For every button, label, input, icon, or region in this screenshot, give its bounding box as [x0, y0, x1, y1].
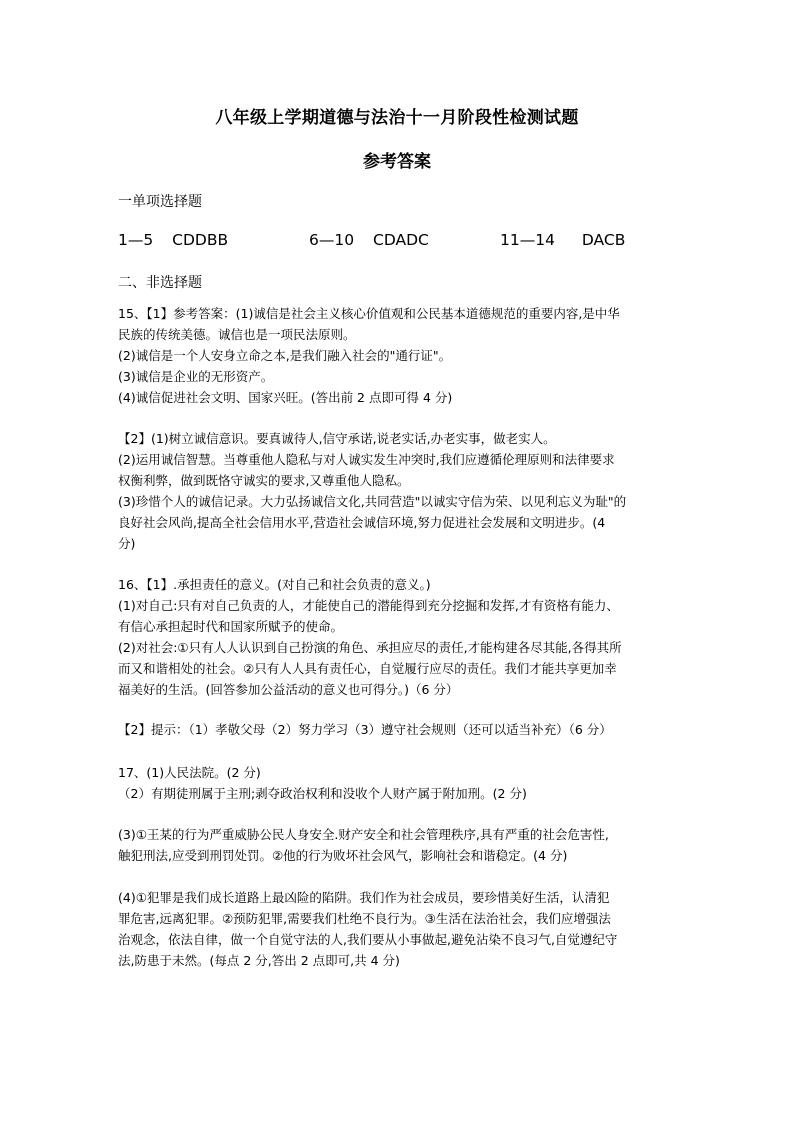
answer-line: (1)对自己:只有对自己负责的人，才能使自己的潜能得到充分挖掘和发挥,才有资格有能力、: [118, 598, 619, 613]
answer-line: 罪危害,远离犯罪。②预防犯罪,需要我们杜绝不良行为。③生活在法治社会，我们应增强法: [118, 911, 611, 926]
answer-line: 有信心承担起时代和国家所赋予的使命。: [118, 619, 344, 634]
answer-line: 【2】(1)树立诚信意识。要真诚待人,信守承诺,说老实话,办老实事，做老实人。: [118, 431, 556, 446]
answer-line: 福美好的生活。(回答参加公益活动的意义也可得分。)（6 分）: [118, 682, 459, 697]
answer-line: 触犯刑法,应受到刑罚处罚。②他的行为败坏社会风气，影响社会和谐稳定。(4 分): [118, 848, 568, 863]
answer-line: 15、【1】参考答案：(1)诚信是社会主义核心价值观和公民基本道德规范的重要内容,是中华: [118, 306, 620, 321]
mc-range: 11—14: [500, 231, 555, 249]
mc-answer-group: [500, 231, 625, 249]
answer-line: (3)珍惜个人的诚信记录。大力弘扬诚信文化,共同营造"以诚实守信为荣、以见利忘义为耻"的: [118, 494, 627, 509]
answer-line: (4)①犯罪是我们成长道路上最凶险的陷阱。我们作为社会成员，要珍惜美好生活，认清犯: [118, 890, 610, 905]
answer-line: (3)①王某的行为严重威胁公民人身安全.财产安全和社会管理秩序,具有严重的社会危害性,: [118, 827, 609, 842]
answer-line: 16、【1】.承担责任的意义。(对自己和社会负责的意义。): [118, 577, 431, 592]
answer-line: (2)对社会:①只有人人认识到自己扮演的角色、承担应尽的责任,才能构建各尽其能,各得其所: [118, 640, 622, 655]
answer-line: 良好社会风尚,提高全社会信用水平,营造社会诚信环境,努力促进社会发展和文明进步。(4: [118, 515, 606, 530]
answer-line: 而又和谐相处的社会。②只有人人具有责任心，自觉履行应尽的责任。我们才能共享更加幸: [118, 661, 617, 676]
answer-line: 治观念，依法自律，做一个自觉守法的人,我们要从小事做起,避免沾染不良习气,自觉遵纪守: [118, 932, 618, 947]
answer-line: (4)诚信促进社会文明、国家兴旺。(答出前 2 点即可得 4 分): [118, 390, 453, 405]
answer-block-q17-part1: [118, 762, 678, 804]
page-title: 八年级上学期道德与法治十一月阶段性检测试题: [215, 108, 579, 128]
mc-answer: DACB: [581, 231, 626, 249]
answer-block-q16-part2: [118, 719, 678, 740]
page-subtitle: 参考答案: [363, 152, 431, 172]
section-heading-multiple-choice: 一单项选择题: [118, 194, 202, 210]
answer-line: 民族的传统美德。诚信也是一项民法原则。: [118, 327, 356, 342]
answer-line: 法,防患于未然。(每点 2 分,答出 2 点即可,共 4 分): [118, 953, 400, 968]
answer-line: 分): [118, 536, 136, 551]
section-heading-non-choice: 二、非选择题: [118, 275, 202, 291]
answer-block-q15-part2: [118, 428, 678, 554]
answer-block-q17-part3: [118, 887, 678, 971]
mc-answer: CDDBB: [172, 231, 229, 249]
answer-line: 【2】提示：（1）孝敬父母（2）努力学习（3）遵守社会规则（还可以适当补充）（6 分）: [118, 722, 612, 737]
answer-block-q17-part2: [118, 824, 678, 866]
mc-answer: CDADC: [373, 231, 429, 249]
mc-range: 6—10: [309, 231, 355, 249]
answer-line: (2)诚信是一个人安身立命之本,是我们融入社会的"通行证"。: [118, 348, 452, 363]
mc-answer-group: [118, 231, 228, 249]
mc-answer-group: [309, 231, 429, 249]
answer-block-q16-part1: [118, 574, 678, 700]
answer-line: 17、(1)人民法院。(2 分): [118, 765, 261, 780]
answer-line: (2)运用诚信智慧。当尊重他人隐私与对人诚实发生冲突时,我们应遵循伦理原则和法律要求: [118, 452, 615, 467]
answer-line: (3)诚信是企业的无形资产。: [118, 369, 274, 384]
answer-block-q15-part1: [118, 303, 678, 408]
answer-line: （2）有期徒刑属于主刑;剥夺政治权利和没收个人财产属于附加刑。(2 分): [118, 786, 527, 801]
mc-range: 1—5: [118, 231, 154, 249]
answer-line: 权衡利弊，做到既恪守诚实的要求,又尊重他人隐私。: [118, 473, 410, 488]
